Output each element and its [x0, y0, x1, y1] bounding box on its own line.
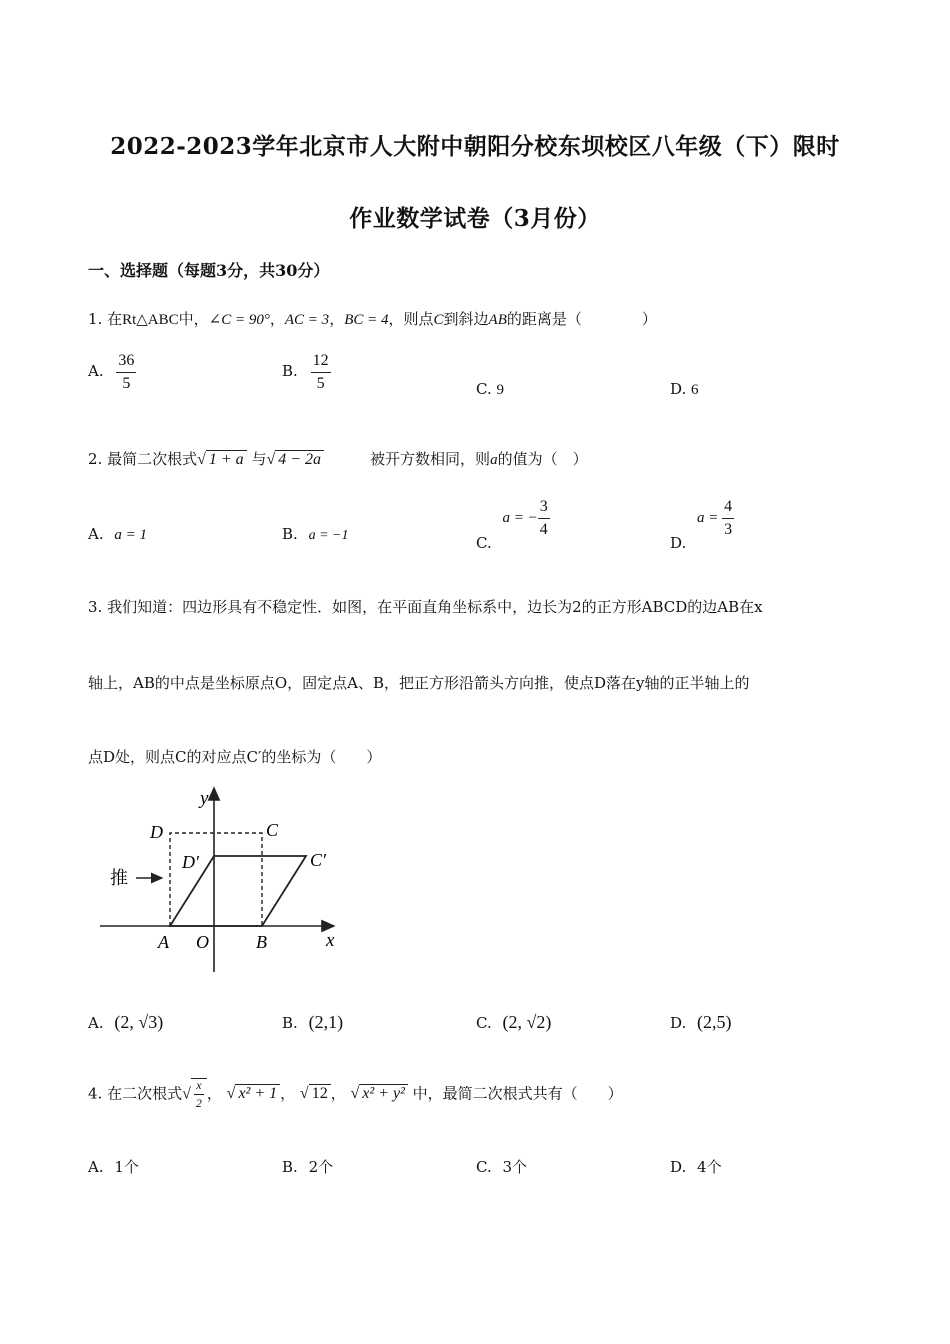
q1-text: 中， — [178, 310, 209, 328]
q1-triangle: Rt△ABC — [122, 312, 179, 328]
q2-text: 2. 最简二次根式 — [88, 450, 198, 468]
point-d-prime-label: D′ — [182, 852, 199, 872]
radicand: 1 + a — [206, 450, 247, 468]
option-value: 4个 — [697, 1158, 722, 1176]
point-a-label: A — [158, 932, 169, 952]
point-b-label: B — [256, 932, 267, 952]
q3-option-b[interactable] — [282, 1012, 343, 1033]
q4-radical-2: √ x² + 1 — [227, 1085, 280, 1103]
option-label: D. — [670, 534, 687, 553]
option-value: a = − — [502, 510, 538, 527]
q3-option-d[interactable] — [670, 1012, 732, 1033]
fraction — [538, 498, 550, 538]
section-heading: 一、选择题（每题3分，共30分） — [88, 261, 330, 280]
question-1-stem: 1. 在Rt△ABC中，∠C = 90°，AC = 3，BC = 4，则点C到斜边AB的距离是（ ） — [88, 310, 657, 328]
fraction — [116, 352, 136, 392]
q2-text: 被开方数相同，则 — [370, 450, 491, 468]
q1-point: C — [433, 312, 444, 328]
denominator: 4 — [539, 520, 548, 538]
q1-condition-ac: AC = 3 — [284, 312, 330, 328]
q2-text: 的值为（ ） — [497, 450, 588, 468]
option-value: 9 — [496, 382, 504, 398]
q2-option-b[interactable] — [282, 525, 348, 544]
denominator: 2 — [195, 1096, 202, 1111]
radicand: x² + 1 — [235, 1084, 280, 1102]
question-2-stem — [88, 448, 588, 469]
option-value: (2, √2) — [502, 1012, 552, 1032]
q4-text: 中，最简二次根式共有（ ） — [412, 1084, 623, 1103]
option-label: A. — [88, 1158, 104, 1176]
q1-condition-angle: ∠C = 90° — [208, 312, 270, 328]
option-label: C. — [476, 1014, 492, 1032]
point-c-label: C — [266, 820, 279, 840]
option-value: a = 1 — [114, 527, 148, 543]
question-4-stem: 4. 在二次根式√ $\frac{x}{2}$ ， √ x² + 1 ， √ 12 ， √ x² + y² 中，最简二次根式共有（ ） — [88, 1078, 623, 1111]
option-label: B. — [282, 1014, 298, 1032]
radicand: x² + y² — [359, 1084, 408, 1102]
q2-variable: a — [490, 452, 498, 468]
q4-text: 4. 在二次根式 — [88, 1084, 183, 1103]
option-value: (2,5) — [697, 1012, 732, 1032]
radicand: 12 — [309, 1084, 331, 1102]
q1-option-c[interactable] — [476, 380, 504, 399]
option-value: (2, √3) — [114, 1012, 164, 1032]
q2-text: 与 — [251, 450, 267, 468]
option-value: (2,1) — [308, 1012, 344, 1032]
option-label: C. — [476, 534, 492, 553]
question-3-line3: 点D处，则点C的对应点C′的坐标为（ ） — [88, 748, 382, 766]
numerator: 3 — [538, 498, 550, 519]
numerator: 12 — [311, 352, 331, 373]
q1-text: 1. 在 — [88, 310, 123, 328]
numerator: 36 — [116, 352, 136, 373]
q4-radical-4: √ x² + y² — [350, 1085, 407, 1103]
point-d-label: D — [150, 822, 163, 842]
q3-option-c[interactable] — [476, 1012, 551, 1033]
original-square — [170, 833, 262, 926]
denominator: 3 — [724, 520, 733, 538]
y-label: y — [200, 788, 209, 809]
q2-option-d[interactable] — [670, 498, 734, 553]
option-label: B. — [282, 1158, 298, 1176]
q2-option-c[interactable] — [476, 498, 550, 553]
option-value: a = — [697, 510, 723, 527]
x-label: x — [326, 930, 335, 951]
option-value: 2个 — [308, 1158, 334, 1176]
fraction — [722, 498, 734, 538]
q4-radical-3: √ 12 — [300, 1085, 331, 1103]
option-label: A. — [88, 362, 104, 381]
q1-option-b[interactable] — [282, 352, 331, 392]
question-3-line1: 3. 我们知道：四边形具有不稳定性．如图，在平面直角坐标系中，边长为2的正方形ABCD的边AB在x — [88, 598, 763, 616]
q3-figure — [96, 782, 346, 982]
radicand: 4 − 2a — [275, 450, 324, 468]
point-c-prime-label: C′ — [310, 850, 326, 870]
q4-option-a[interactable] — [88, 1156, 139, 1177]
q4-option-d[interactable] — [670, 1156, 722, 1177]
q2-option-a[interactable] — [88, 525, 147, 544]
option-label: D. — [670, 1014, 687, 1032]
option-label: D. — [670, 1158, 687, 1176]
option-label: C. — [476, 380, 492, 398]
q1-segment: AB — [488, 312, 507, 328]
q1-condition-bc: BC = 4 — [344, 312, 389, 328]
push-label: 推 — [110, 868, 128, 888]
q4-option-b[interactable] — [282, 1156, 333, 1177]
option-label: C. — [476, 1158, 492, 1176]
denominator: 5 — [316, 374, 325, 392]
q4-option-c[interactable] — [476, 1156, 527, 1177]
q1-text: 的距离是（ ） — [506, 310, 657, 328]
option-label: A. — [88, 1014, 104, 1032]
q1-text: ，则点 — [388, 310, 434, 328]
exam-title-line1: 2022-2023学年北京市人大附中朝阳分校东坝校区八年级（下）限时 — [110, 133, 840, 160]
numerator: 4 — [722, 498, 734, 519]
origin-label: O — [196, 932, 209, 952]
option-value: 6 — [691, 382, 699, 398]
q1-option-d[interactable] — [670, 380, 699, 399]
q2-radical-2: √ 4 − 2a — [266, 451, 324, 469]
option-value: 3个 — [502, 1158, 528, 1176]
option-label: B. — [282, 362, 298, 381]
question-3-line2: 轴上，AB的中点是坐标原点O，固定点A、B，把正方形沿箭头方向推，使点D落在y轴的正半轴上的 — [88, 674, 750, 692]
q1-option-a[interactable] — [88, 352, 136, 392]
q1-text: 到斜边 — [443, 310, 489, 328]
fraction — [194, 1079, 204, 1110]
q4-radical-1: √ $\frac{x}{2}$ — [182, 1078, 207, 1110]
numerator: x — [194, 1079, 203, 1095]
q3-option-a[interactable] — [88, 1012, 163, 1033]
option-value: a = −1 — [308, 528, 349, 543]
option-label: A. — [88, 525, 104, 543]
q2-radical-1: √ 1 + a — [197, 451, 247, 469]
exam-title-line2: 作业数学试卷（3月份） — [349, 205, 601, 232]
option-value: 1个 — [114, 1158, 139, 1176]
option-label: D. — [670, 380, 687, 398]
denominator: 5 — [122, 374, 131, 392]
fraction — [311, 352, 331, 392]
option-label: B. — [282, 525, 298, 543]
